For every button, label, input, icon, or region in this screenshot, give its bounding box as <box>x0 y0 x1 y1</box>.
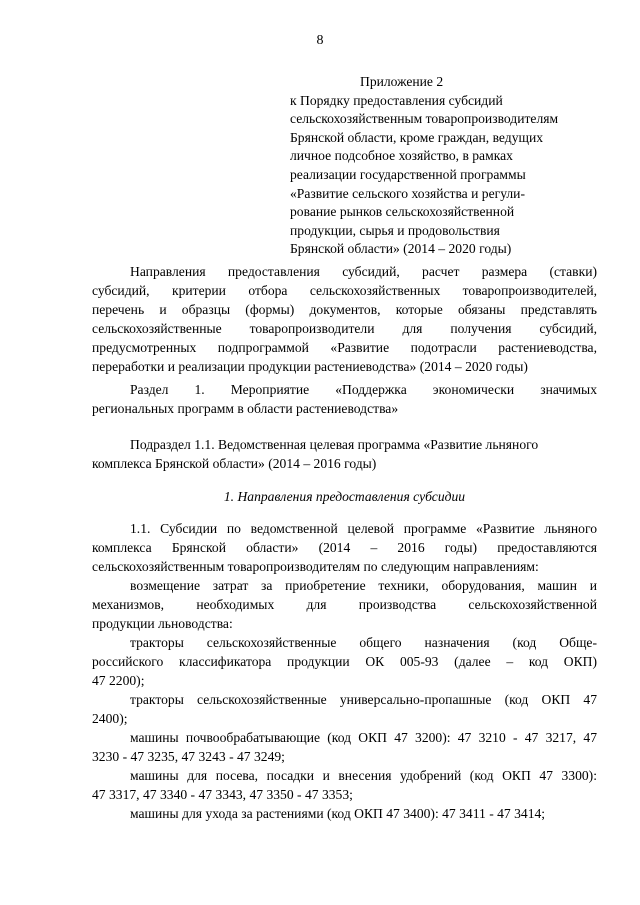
body-line: 47 3317, 47 3340 - 47 3343, 47 3350 - 47 3353; <box>92 787 353 802</box>
appendix-title: Приложение 2 <box>360 74 444 89</box>
body-line: российского классификатора продукции ОК 005-93 (далее – код ОКП) <box>92 654 597 669</box>
section-line: Раздел 1. Мероприятие «Поддержка экономически значимых <box>130 382 597 397</box>
heading-line: переработки и реализации продукции растениеводства» (2014 – 2020 годы) <box>92 359 528 374</box>
appendix-line: сельскохозяйственным товаропроизводителям <box>290 111 559 127</box>
document-heading <box>92 262 597 376</box>
body-line: механизмов, необходимых для производства сельскохозяйственной <box>92 597 597 612</box>
appendix-line: Брянской области, кроме граждан, ведущих <box>290 129 544 145</box>
heading-line: Направления предоставления субсидий, расчет размера (ставки) <box>130 264 597 279</box>
section-line: региональных программ в области растениеводства» <box>92 401 399 416</box>
body-line: 2400); <box>92 711 128 726</box>
body-line: тракторы сельскохозяйственные общего назначения (код Обще- <box>130 635 597 650</box>
appendix-line: реализации государственной программы <box>290 166 526 182</box>
page-number: 8 <box>316 33 324 48</box>
section-title <box>92 380 597 418</box>
body-line: комплекса Брянской области» (2014 – 2016 годы) предоставляются <box>92 540 597 555</box>
body-line: возмещение затрат за приобретение техники, оборудования, машин и <box>130 578 597 593</box>
appendix-header <box>290 73 610 259</box>
body-line: тракторы сельскохозяйственные универсально-пропашные (код ОКП 47 <box>130 692 597 707</box>
body-line: машины для ухода за растениями (код ОКП 47 3400): 47 3411 - 47 3414; <box>130 806 546 821</box>
subsection-line: комплекса Брянской области» (2014 – 2016 годы) <box>92 456 377 471</box>
appendix-line: продукции, сырья и продовольствия <box>290 222 500 238</box>
body-line: 1.1. Субсидии по ведомственной целевой программе «Развитие льняного <box>130 521 597 536</box>
heading-line: предусмотренных подпрограммой «Развитие подотрасли растениеводства, <box>92 340 597 355</box>
heading-line: перечень и образцы (формы) документов, которые обязаны представлять <box>92 302 597 317</box>
appendix-line: Брянской области» (2014 – 2020 годы) <box>290 241 512 257</box>
body-line: машины для посева, посадки и внесения удобрений (код ОКП 47 3300): <box>130 768 597 783</box>
body-line: сельскохозяйственным товаропроизводителям по следующим направлениям: <box>92 559 539 574</box>
body-text <box>92 519 597 823</box>
heading-line: субсидий, критерии отбора сельскохозяйственных товаропроизводителей, <box>92 283 597 298</box>
subsection-title <box>92 435 597 473</box>
body-line: машины почвообрабатывающие (код ОКП 47 3200): 47 3210 - 47 3217, 47 <box>130 730 597 745</box>
body-line: 47 2200); <box>92 673 145 688</box>
appendix-line: личное подсобное хозяйство, в рамках <box>290 148 513 164</box>
appendix-line: рование рынков сельскохозяйственной <box>290 204 515 220</box>
appendix-line: «Развитие сельского хозяйства и регули- <box>290 185 525 201</box>
appendix-line: к Порядку предоставления субсидий <box>290 92 503 108</box>
subsection-line: Подраздел 1.1. Ведомственная целевая программа «Развитие льняного <box>130 437 539 452</box>
body-line: продукции льноводства: <box>92 616 233 631</box>
part-title: 1. Направления предоставления субсидии <box>223 489 466 504</box>
heading-line: сельскохозяйственные товаропроизводители для получения субсидий, <box>92 321 597 336</box>
body-line: 3230 - 47 3235, 47 3243 - 47 3249; <box>92 749 285 764</box>
